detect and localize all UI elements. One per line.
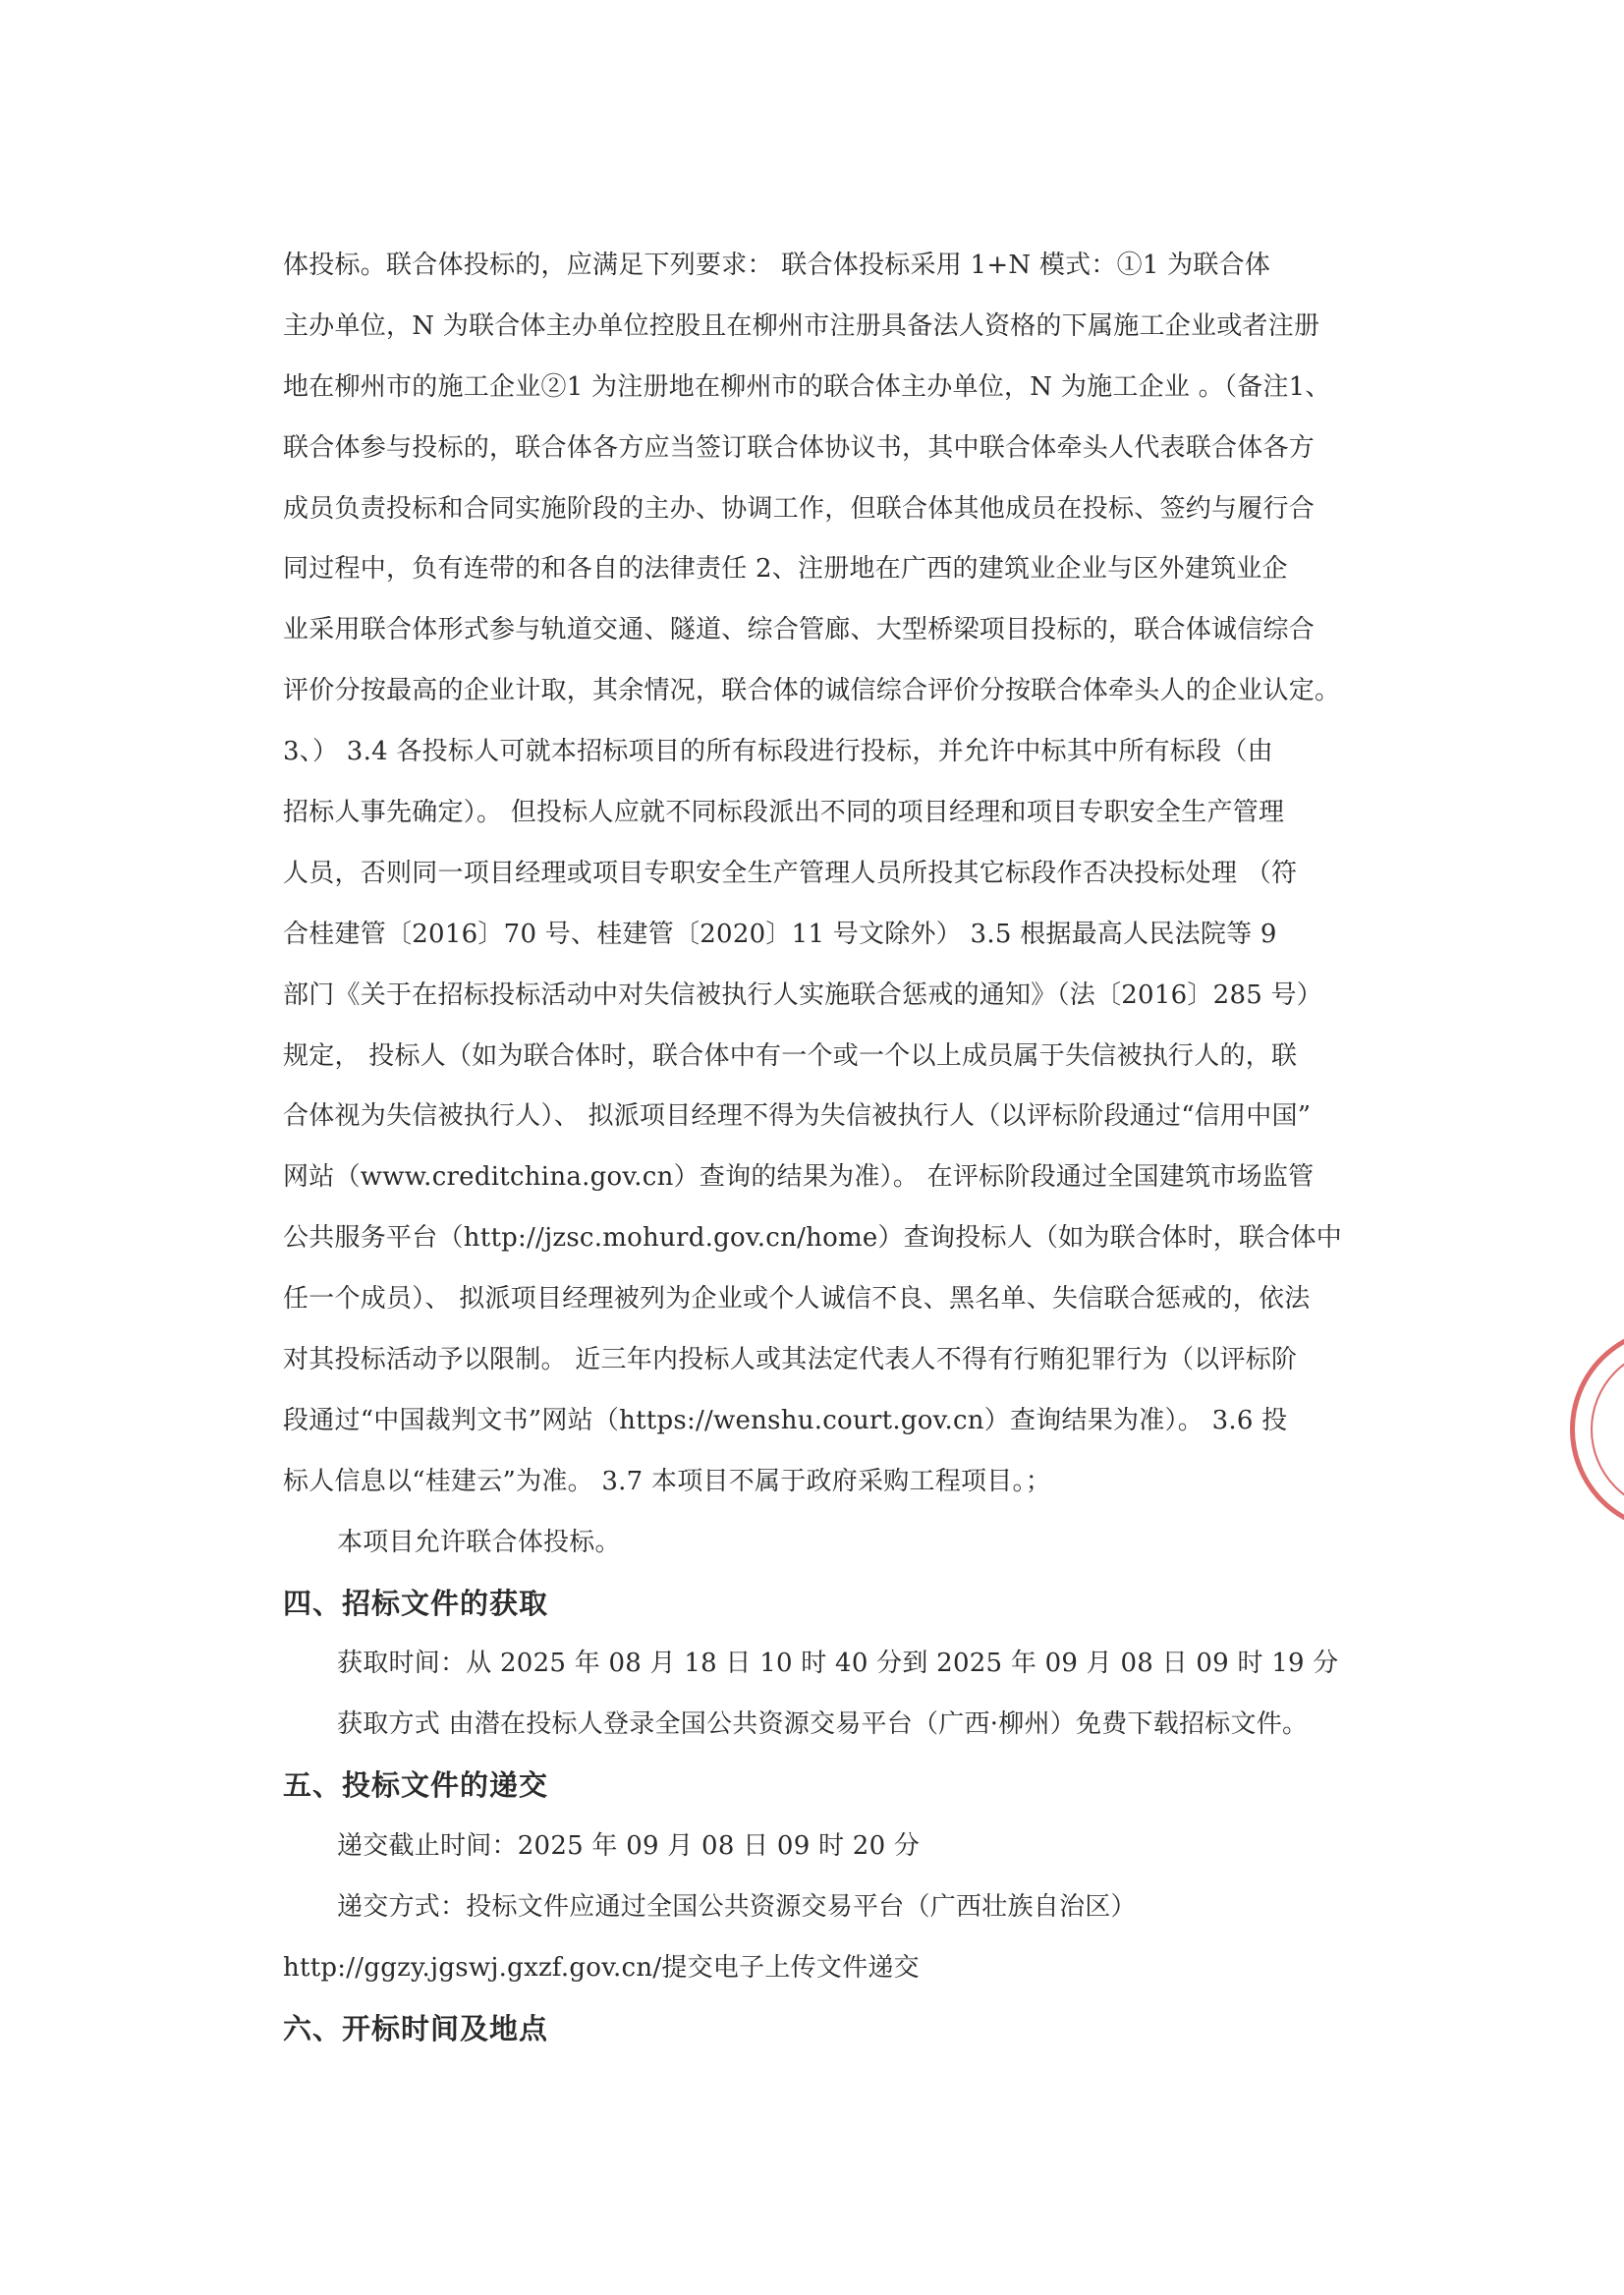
body-line: 合桂建管〔2016〕70 号、桂建管〔2020〕11 号文除外） 3.5 根据最高人民法院等 9 <box>283 919 1277 949</box>
body-line: 业采用联合体形式参与轨道交通、隧道、综合管廊、大型桥梁项目投标的，联合体诚信综合 <box>283 615 1316 645</box>
body-line: 招标人事先确定）。 但投标人应就不同标段派出不同的项目经理和项目专职安全生产管理 <box>283 798 1285 828</box>
body-line: 对其投标活动予以限制。 近三年内投标人或其法定代表人不得有行贿犯罪行为（以评标阶 <box>283 1345 1298 1375</box>
body-line: 同过程中，负有连带的和各自的法律责任 2、注册地在广西的建筑业企业与区外建筑业企 <box>283 554 1288 585</box>
body-line: 段通过“中国裁判文书”网站（https://wenshu.court.gov.cn）查询结果为准）。 3.6 投 <box>283 1405 1288 1435</box>
section-4-heading: 四、招标文件的获取 <box>283 1586 549 1620</box>
body-line: 成员负责投标和合同实施阶段的主办、协调工作，但联合体其他成员在投标、签约与履行合 <box>283 493 1316 524</box>
body-line: 评价分按最高的企业计取，其余情况，联合体的诚信综合评价分按联合体牵头人的企业认定。 <box>283 676 1341 706</box>
body-line: 地在柳州市的施工企业②1 为注册地在柳州市的联合体主办单位，N 为施工企业 。（备注1、 <box>283 371 1331 402</box>
body-line: 体投标。联合体投标的，应满足下列要求： 联合体投标采用 1+N 模式：①1 为联合体 <box>283 251 1271 280</box>
body-line: 人员，否则同一项目经理或项目专职安全生产管理人员所投其它标段作否决投标处理 （符 <box>283 858 1298 888</box>
consortium-note: 本项目允许联合体投标。 <box>337 1527 621 1557</box>
body-line: 任一个成员）、 拟派项目经理被列为企业或个人诚信不良、黑名单、失信联合惩戒的，依法 <box>283 1284 1311 1315</box>
body-line: 公共服务平台（http://jzsc.mohurd.gov.cn/home）查询投标人（如为联合体时，联合体中 <box>283 1223 1343 1254</box>
body-line: 合体视为失信被执行人）、 拟派项目经理不得为失信被执行人（以评标阶段通过“信用中国” <box>283 1101 1312 1132</box>
seal-inner-ring <box>1591 1347 1624 1512</box>
submission-method: 递交方式：投标文件应通过全国公共资源交易平台（广西壮族自治区） <box>337 1892 1137 1923</box>
official-seal-stamp <box>1570 1326 1624 1533</box>
body-line: 主办单位，N 为联合体主办单位控股且在柳州市注册具备法人资格的下属施工企业或者注册 <box>283 310 1320 341</box>
body-line: 联合体参与投标的，联合体各方应当签订联合体协议书，其中联合体牵头人代表联合体各方 <box>283 432 1316 463</box>
body-line: 网站（www.creditchina.gov.cn）查询的结果为准）。 在评标阶段通过全国建筑市场监管 <box>283 1162 1315 1193</box>
body-line: 标人信息以“桂建云”为准。 3.7 本项目不属于政府采购工程项目。； <box>283 1466 1051 1496</box>
body-line: 部门《关于在招标投标活动中对失信被执行人实施联合惩戒的通知》（法〔2016〕285 号） <box>283 980 1323 1010</box>
acquisition-time: 获取时间：从 2025 年 08 月 18 日 10 时 40 分到 2025 年 09 月 08 日 09 时 19 分 <box>337 1649 1339 1679</box>
submission-deadline: 递交截止时间：2025 年 09 月 08 日 09 时 20 分 <box>337 1831 921 1862</box>
body-line: 规定， 投标人（如为联合体时，联合体中有一个或一个以上成员属于失信被执行人的，联 <box>283 1040 1298 1071</box>
acquisition-method: 获取方式 由潜在投标人登录全国公共资源交易平台（广西·柳州）免费下载招标文件。 <box>337 1709 1309 1740</box>
body-line: 3、） 3.4 各投标人可就本招标项目的所有标段进行投标，并允许中标其中所有标段（由 <box>283 737 1273 767</box>
document-body <box>283 236 1373 2060</box>
section-5-heading: 五、投标文件的递交 <box>283 1768 549 1803</box>
section-6-heading: 六、开标时间及地点 <box>283 2011 549 2045</box>
submission-url: http://ggzy.jgswj.gxzf.gov.cn/提交电子上传文件递交 <box>283 1952 920 1983</box>
